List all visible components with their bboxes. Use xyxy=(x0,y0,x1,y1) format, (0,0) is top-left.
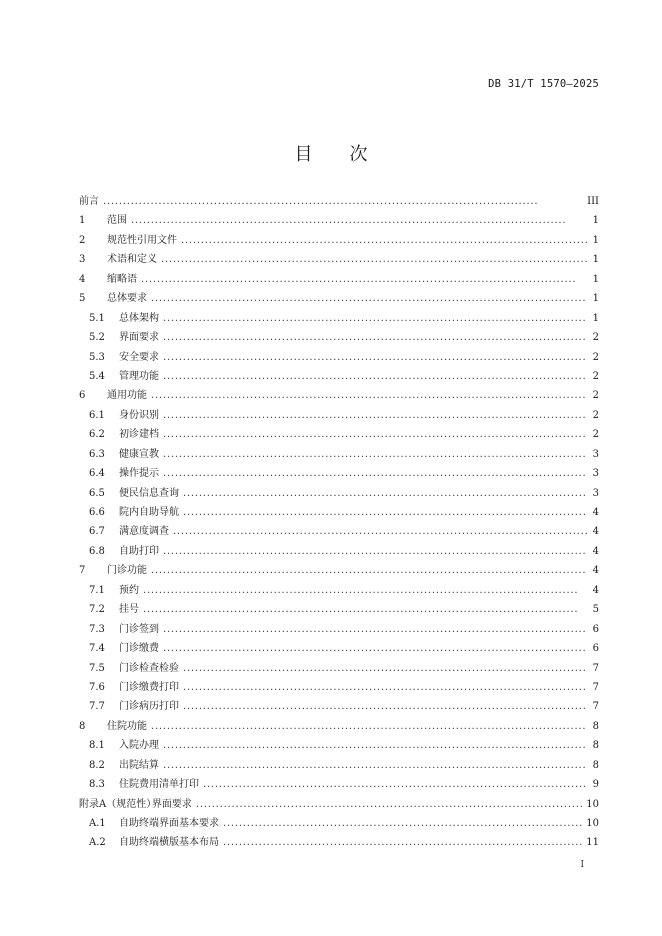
toc-entry-page: 1 xyxy=(592,273,599,285)
toc-entry-title: 界面要求 xyxy=(151,798,192,810)
toc-entry[interactable] xyxy=(79,522,599,541)
toc-entry-title: 自助终端横版基本布局 xyxy=(119,837,219,849)
toc-entry-number: 7.3 xyxy=(89,623,105,635)
toc-entry-page: 6 xyxy=(592,623,599,635)
dot-leader xyxy=(183,503,587,522)
dot-leader xyxy=(151,717,587,736)
toc-entry[interactable] xyxy=(79,289,599,308)
toc-entry-title: 自助打印 xyxy=(119,545,159,557)
toc-entry[interactable] xyxy=(79,503,599,522)
toc-entry[interactable] xyxy=(79,484,599,503)
toc-entry-number: 1 xyxy=(79,215,86,227)
toc-entry[interactable] xyxy=(79,795,599,814)
toc-entry-number: 6.2 xyxy=(89,429,105,441)
dot-leader xyxy=(183,659,587,678)
dot-leader xyxy=(163,367,587,386)
dot-leader xyxy=(223,833,582,852)
toc-entry[interactable] xyxy=(79,367,599,386)
dot-leader xyxy=(173,522,587,541)
dot-leader xyxy=(163,464,587,483)
toc-entry[interactable] xyxy=(79,270,599,289)
toc-entry-page: 11 xyxy=(586,837,599,849)
toc-entry-title: 门诊功能 xyxy=(107,565,147,577)
toc-entry-title: 规范性引用文件 xyxy=(107,234,177,246)
toc-entry-number: 7 xyxy=(79,565,86,577)
dot-leader xyxy=(163,639,587,658)
dot-leader xyxy=(143,581,587,600)
toc-entry-number: 6.1 xyxy=(89,409,105,421)
toc-entry[interactable] xyxy=(79,620,599,639)
dot-leader xyxy=(163,309,587,328)
toc-entry-title: 身份识别 xyxy=(119,409,159,421)
toc-entry-page: 7 xyxy=(592,701,599,713)
dot-leader xyxy=(141,270,587,289)
dot-leader xyxy=(163,348,587,367)
toc-entry-title: 预约 xyxy=(119,584,139,596)
dot-leader xyxy=(151,386,587,405)
toc-entry-number: 6.5 xyxy=(89,487,105,499)
toc-heading xyxy=(0,140,662,166)
dot-leader xyxy=(196,795,582,814)
toc-entry-title: 门诊签到 xyxy=(119,623,159,635)
toc-entry-number: 7.2 xyxy=(89,604,105,616)
toc-entry-number: 5 xyxy=(79,293,86,305)
toc-entry-number: 5.2 xyxy=(89,332,105,344)
dot-leader xyxy=(163,445,587,464)
toc-entry-page: 7 xyxy=(592,681,599,693)
toc-entry-page: 1 xyxy=(592,312,599,324)
toc-entry-title: 院内自助导航 xyxy=(119,507,179,518)
dot-leader xyxy=(163,542,587,561)
toc-entry-page: 1 xyxy=(592,293,599,305)
toc-heading-char-2: 次 xyxy=(349,144,368,165)
toc-entry-title: 界面要求 xyxy=(119,332,159,344)
toc-entry[interactable] xyxy=(79,600,599,619)
toc-entry-title: 通用功能 xyxy=(107,390,147,402)
toc-entry-number: 7.6 xyxy=(89,681,105,693)
toc-entry-title: 便民信息查询 xyxy=(119,487,179,499)
toc-entry-number: 8 xyxy=(79,720,86,732)
toc-entry-title: 前言 xyxy=(79,196,99,207)
toc-heading-char-1: 目 xyxy=(294,144,313,165)
toc-entry[interactable] xyxy=(79,659,599,678)
toc-entry-page: 4 xyxy=(592,584,599,596)
toc-entry[interactable] xyxy=(79,192,599,211)
toc-entry-title: 操作提示 xyxy=(119,468,159,480)
toc-entry-title: 初诊建档 xyxy=(119,429,159,441)
toc-entry-number: 附录A（规范性） xyxy=(79,798,157,810)
toc-entry-title: 住院功能 xyxy=(107,720,147,732)
toc-entry-page: 4 xyxy=(592,507,599,518)
toc-entry-title: 门诊检查检验 xyxy=(119,662,179,674)
toc-entry-title: 满意度调查 xyxy=(119,526,169,538)
toc-entry[interactable] xyxy=(79,756,599,775)
dot-leader xyxy=(163,736,587,755)
toc-entry-page: 2 xyxy=(592,351,599,363)
toc-entry[interactable] xyxy=(79,250,599,269)
toc-entry-number: 7.1 xyxy=(89,584,105,596)
toc-entry[interactable] xyxy=(79,717,599,736)
toc-entry-title: 门诊缴费 xyxy=(119,643,159,655)
toc-entry-title: 缩略语 xyxy=(107,273,137,285)
toc-entry-page: 3 xyxy=(592,468,599,480)
toc-entry[interactable] xyxy=(79,775,599,794)
toc-entry-number: 6.4 xyxy=(89,468,105,480)
toc-entry-page: 5 xyxy=(592,604,599,616)
toc-entry-title: 范围 xyxy=(107,215,127,227)
toc-entry-page: 8 xyxy=(592,759,599,771)
toc-entry[interactable] xyxy=(79,464,599,483)
toc-entry-page: 1 xyxy=(592,234,599,246)
toc-entry[interactable] xyxy=(79,542,599,561)
toc-entry-page: 6 xyxy=(592,643,599,655)
dot-leader xyxy=(103,192,583,211)
toc-entry-number: 7.7 xyxy=(89,701,105,713)
document-code: DB 31/T 1570—2025 xyxy=(488,78,599,90)
toc-entry[interactable] xyxy=(79,445,599,464)
toc-entry-page: 4 xyxy=(592,565,599,577)
toc-entry-title: 门诊病历打印 xyxy=(119,701,179,713)
toc-entry-number: A.1 xyxy=(89,818,106,829)
toc-entry-number: 5.1 xyxy=(89,312,105,324)
toc-entry[interactable] xyxy=(79,639,599,658)
dot-leader xyxy=(181,231,587,250)
toc-entry-number: 6.6 xyxy=(89,507,105,518)
toc-entry-title: 门诊缴费打印 xyxy=(119,681,179,693)
toc-entry-number: 2 xyxy=(79,234,86,246)
toc-entry-title: 健康宣教 xyxy=(119,448,159,460)
toc-entry-number: 8.1 xyxy=(89,740,105,752)
toc-entry-title: 管理功能 xyxy=(119,370,159,382)
toc-entry-page: 8 xyxy=(592,740,599,752)
toc-entry-number: 5.4 xyxy=(89,370,105,382)
toc-entry-page: 2 xyxy=(592,332,599,344)
toc-entry-page: 1 xyxy=(592,215,599,227)
toc-entry[interactable] xyxy=(79,328,599,347)
toc-entry[interactable] xyxy=(79,348,599,367)
toc-entry[interactable] xyxy=(79,561,599,580)
toc-entry-number: 8.2 xyxy=(89,759,105,771)
toc-entry-title: 术语和定义 xyxy=(107,254,157,266)
dot-leader xyxy=(183,697,587,716)
dot-leader xyxy=(183,484,587,503)
toc-entry-title: 住院费用清单打印 xyxy=(119,779,199,791)
toc-entry-page: 4 xyxy=(592,545,599,557)
dot-leader xyxy=(163,425,587,444)
toc-entry-number: 4 xyxy=(79,273,86,285)
dot-leader xyxy=(163,406,587,425)
toc-entry[interactable] xyxy=(79,581,599,600)
toc-entry-title: 出院结算 xyxy=(119,759,159,771)
toc-entry-page: III xyxy=(587,196,599,207)
toc-entry-number: 6.7 xyxy=(89,526,105,538)
toc-entry-page: 1 xyxy=(592,254,599,266)
toc-entry-title: 总体要求 xyxy=(107,293,147,305)
toc-entry-page: 9 xyxy=(592,779,599,791)
toc-entry-number: 6.3 xyxy=(89,448,105,460)
toc-entry-page: 7 xyxy=(592,662,599,674)
dot-leader xyxy=(143,600,587,619)
toc-entry-page: 4 xyxy=(592,526,599,538)
toc-entry[interactable] xyxy=(79,697,599,716)
toc-entry-title: 自助终端界面基本要求 xyxy=(119,818,219,829)
toc-entry-number: 3 xyxy=(79,254,86,266)
toc-entry-page: 2 xyxy=(592,370,599,382)
toc-entry-title: 入院办理 xyxy=(119,740,159,752)
dot-leader xyxy=(131,211,587,230)
toc-entry-number: 6.8 xyxy=(89,545,105,557)
dot-leader xyxy=(183,678,587,697)
toc-entry-page: 2 xyxy=(592,429,599,441)
toc-entry-title: 挂号 xyxy=(119,604,139,616)
dot-leader xyxy=(161,250,587,269)
toc-entry[interactable] xyxy=(79,425,599,444)
toc-entry-title: 总体架构 xyxy=(119,312,159,324)
dot-leader xyxy=(163,756,587,775)
toc-entry[interactable] xyxy=(79,406,599,425)
dot-leader xyxy=(203,775,587,794)
toc-entry-title: 安全要求 xyxy=(119,351,159,363)
toc-entry[interactable] xyxy=(79,736,599,755)
toc-entry[interactable] xyxy=(79,231,599,250)
toc-entry-page: 3 xyxy=(592,487,599,499)
toc-entry-page: 2 xyxy=(592,409,599,421)
toc-entry-number: 5.3 xyxy=(89,351,105,363)
toc-entry-page: 10 xyxy=(586,798,599,810)
dot-leader xyxy=(163,620,587,639)
toc-entry[interactable] xyxy=(79,678,599,697)
dot-leader xyxy=(163,328,587,347)
dot-leader xyxy=(151,561,587,580)
toc-entry-page: 2 xyxy=(592,390,599,402)
dot-leader xyxy=(151,289,587,308)
toc-entry-number: A.2 xyxy=(89,837,106,849)
toc-entry-number: 7.4 xyxy=(89,643,105,655)
page-number: I xyxy=(580,860,584,870)
toc-entry[interactable] xyxy=(79,833,599,852)
toc-entry-number: 7.5 xyxy=(89,662,105,674)
toc-entry[interactable] xyxy=(79,814,599,833)
toc-entry-page: 8 xyxy=(592,720,599,732)
table-of-contents xyxy=(79,192,599,853)
toc-entry[interactable] xyxy=(79,309,599,328)
dot-leader xyxy=(223,814,582,833)
toc-entry[interactable] xyxy=(79,211,599,230)
toc-entry-page: 10 xyxy=(586,818,599,829)
toc-entry[interactable] xyxy=(79,386,599,405)
toc-entry-page: 3 xyxy=(592,448,599,460)
toc-entry-number: 8.3 xyxy=(89,779,105,791)
toc-entry-number: 6 xyxy=(79,390,86,402)
